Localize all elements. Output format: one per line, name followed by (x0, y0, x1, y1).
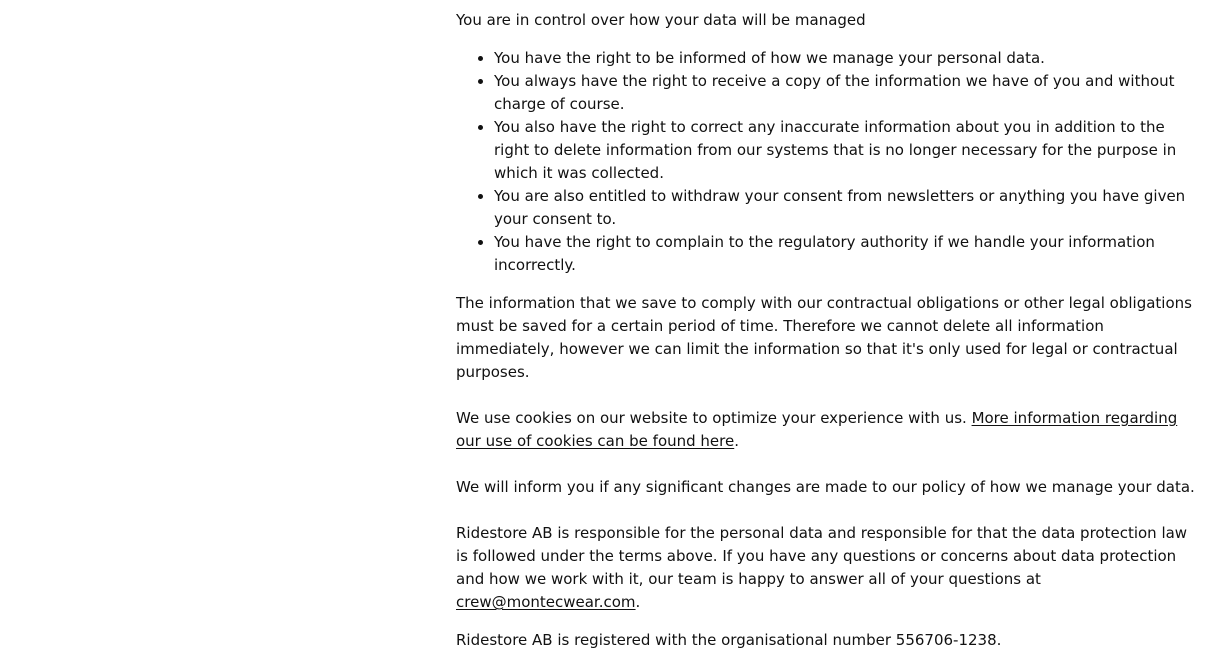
responsibility-paragraph (456, 522, 1198, 614)
responsibility-text: Ridestore AB is responsible for the personal data and responsible for that the data protection law is followed under the terms above. If you have any questions or concerns about data protection and how we work with it, our team is happy to answer all of your questions at (456, 524, 1188, 588)
cookies-info-link[interactable]: More information regarding our use of cookies can be found here (456, 409, 1178, 450)
privacy-policy-content (456, 9, 1198, 652)
list-item: • You have the right to complain to the regulatory authority if we handle your information incorrectly. (494, 231, 1198, 277)
data-control-intro: You are in control over how your data will be managed (456, 11, 866, 29)
list-item: • You have the right to be informed of how we manage your personal data. (494, 47, 1198, 70)
rights-list (456, 47, 1198, 277)
cookies-text: We use cookies on our website to optimize your experience with us. (456, 409, 972, 427)
cookies-paragraph (456, 407, 1198, 453)
list-item: • You are also entitled to withdraw your consent from newsletters or anything you have given your consent to. (494, 185, 1198, 231)
list-item: • You always have the right to receive a copy of the information we have of you and without charge of course. (494, 70, 1198, 116)
registration-paragraph: Ridestore AB is registered with the organisational number 556706-1238. (456, 631, 1002, 649)
retention-paragraph: The information that we save to comply with our contractual obligations or other legal obligations must be saved for a certain period of time. Therefore we cannot delete all information immediately, however we can limit the information so that it's only used for legal or contractual purposes. (456, 294, 1192, 381)
responsibility-suffix: . (635, 593, 641, 611)
cookies-suffix: . (734, 432, 740, 450)
policy-changes-paragraph: We will inform you if any significant changes are made to our policy of how we manage your data. (456, 478, 1195, 496)
contact-email-link[interactable]: crew@montecwear.com (456, 593, 636, 611)
list-item: • You also have the right to correct any inaccurate information about you in addition to the right to delete information from our systems that is no longer necessary for the purpose in which it was collected. (494, 116, 1198, 185)
